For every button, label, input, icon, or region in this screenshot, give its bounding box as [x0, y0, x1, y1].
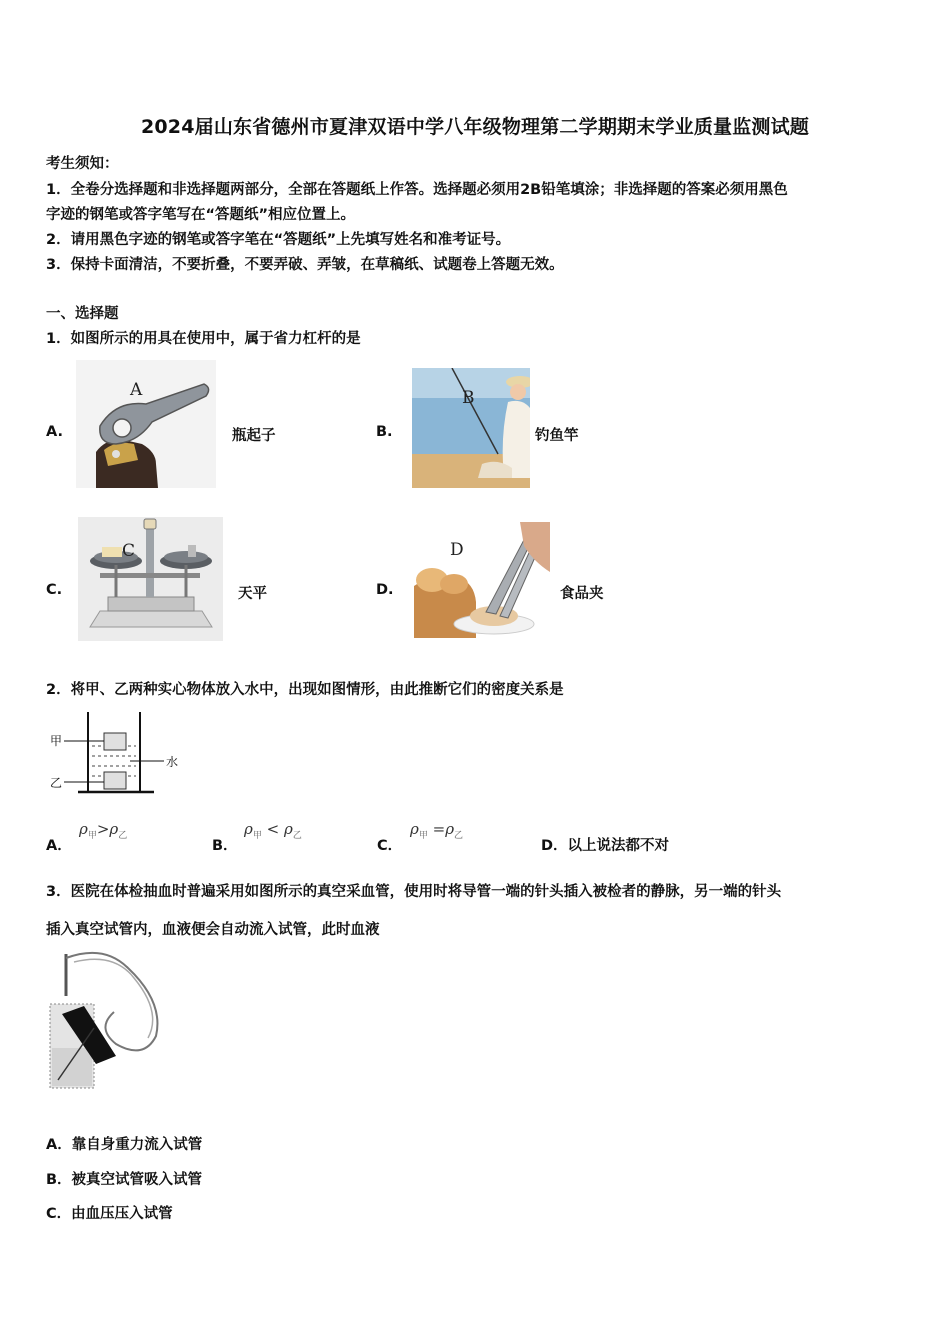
bottle-opener-image — [76, 360, 216, 488]
rho-symbol: ρ — [445, 820, 455, 838]
relation-operator: > — [96, 820, 110, 838]
vacuum-blood-tube-image — [44, 948, 170, 1098]
question-3-stem: 3．医院在体检抽血时普遍采用如图所示的真空采血管，使用时将导管一端的针头插入被检者的静脉，另一端的针头 — [46, 884, 782, 900]
notice-heading: 考生须知： — [46, 156, 119, 172]
rho-symbol: ρ — [244, 820, 253, 838]
subscript-yi: 乙 — [454, 831, 464, 841]
subscript-jia: 甲 — [87, 831, 97, 841]
section-heading: 一、选择题 — [46, 306, 119, 322]
notice-item-3: 3．保持卡面清洁，不要折叠，不要弄破、弄皱，在草稿纸、试题卷上答题无效。 — [46, 257, 564, 273]
subscript-yi: 乙 — [292, 831, 302, 841]
figure-label-c: C — [122, 541, 136, 561]
label-jia: 甲 — [50, 734, 63, 748]
q3-option-b[interactable]: B．被真空试管吸入试管 — [46, 1172, 203, 1188]
q1-option-c-label: 天平 — [238, 586, 267, 602]
rho-symbol: ρ — [410, 820, 419, 838]
floating-objects-diagram — [46, 708, 196, 798]
q2-option-b-letter[interactable]: B． — [212, 838, 238, 854]
relation-operator: < — [266, 820, 280, 838]
q1-option-c-letter[interactable]: C. — [46, 582, 63, 598]
notice-item-2: 2．请用黑色字迹的钢笔或答字笔在“答题纸”上先填写姓名和准考证号。 — [46, 232, 511, 248]
food-tongs-image — [414, 522, 550, 638]
q3-option-c[interactable]: C．由血压压入试管 — [46, 1206, 173, 1222]
subscript-jia: 甲 — [418, 831, 428, 841]
label-water: 水 — [166, 755, 179, 769]
rho-symbol: ρ — [283, 820, 293, 838]
notice-item-1: 1．全卷分选择题和非选择题两部分，全部在答题纸上作答。选择题必须用2B铅笔填涂；非选择题的答案必须用黑色 — [46, 182, 788, 198]
q2-option-a-letter[interactable]: A． — [46, 838, 72, 854]
q1-option-d-letter[interactable]: D. — [376, 582, 394, 598]
balance-scale-image — [78, 517, 223, 641]
q2-option-d[interactable] — [541, 834, 669, 855]
q1-option-b-letter[interactable]: B. — [376, 424, 393, 440]
label-yi: 乙 — [50, 776, 63, 790]
q1-option-a-label: 瓶起子 — [232, 428, 276, 444]
q1-option-a-letter[interactable]: A. — [46, 424, 63, 440]
q2-option-d-letter: D． — [541, 838, 568, 854]
q2-option-c-letter[interactable]: C． — [377, 838, 403, 854]
q2-option-c-formula — [410, 820, 463, 841]
q2-option-b-formula — [244, 820, 302, 841]
question-2-stem: 2．将甲、乙两种实心物体放入水中，出现如图情形，由此推断它们的密度关系是 — [46, 682, 564, 698]
rho-symbol: ρ — [79, 820, 88, 838]
q1-option-b-label: 钓鱼竿 — [535, 428, 579, 444]
figure-label-a: A — [130, 380, 143, 400]
q1-option-d-label: 食品夹 — [560, 586, 604, 602]
subscript-jia: 甲 — [252, 831, 262, 841]
question-1-stem: 1．如图所示的用具在使用中，属于省力杠杆的是 — [46, 331, 361, 347]
rho-symbol: ρ — [109, 820, 119, 838]
notice-item-1-cont: 字迹的钢笔或答字笔写在“答题纸”相应位置上。 — [46, 207, 356, 223]
figure-label-b: B — [462, 388, 475, 408]
subscript-yi: 乙 — [118, 831, 128, 841]
q2-option-a-formula — [79, 820, 127, 841]
q3-option-a[interactable]: A．靠自身重力流入试管 — [46, 1137, 203, 1153]
fishing-rod-image — [412, 368, 530, 488]
q2-option-d-text: 以上说法都不对 — [567, 838, 670, 854]
figure-label-d: D — [450, 540, 464, 560]
relation-operator: = — [432, 820, 446, 838]
question-3-stem-cont: 插入真空试管内，血液便会自动流入试管，此时血液 — [46, 922, 380, 938]
page-title: 2024届山东省德州市夏津双语中学八年级物理第二学期期末学业质量监测试题 — [140, 116, 810, 138]
